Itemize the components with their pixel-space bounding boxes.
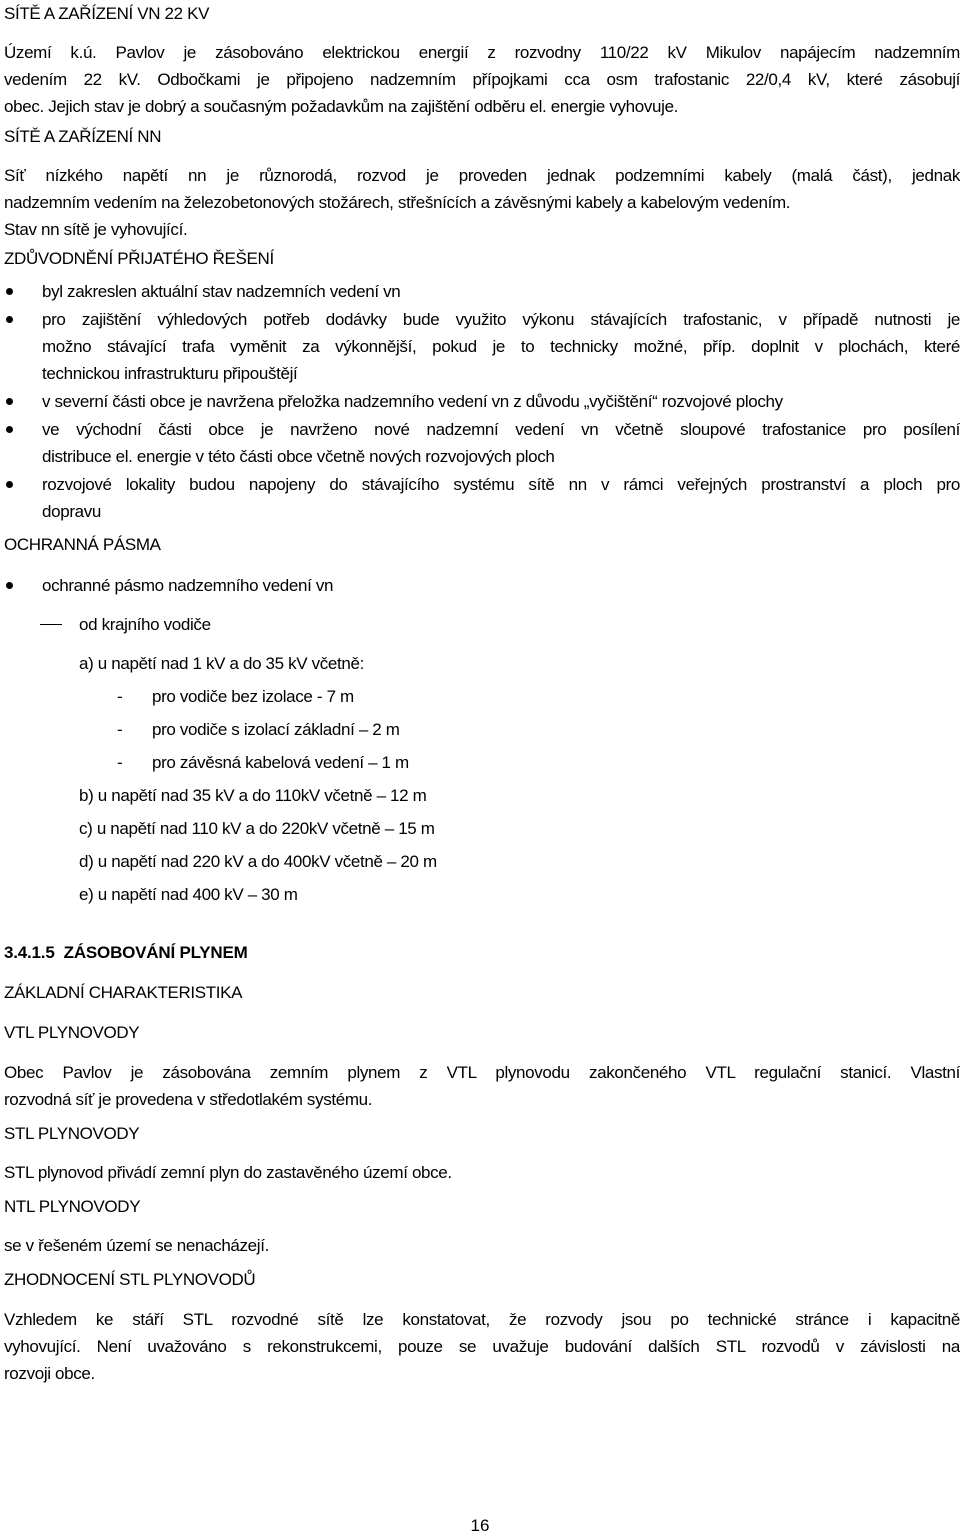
dash-marker [40,624,62,625]
list-item [4,388,960,415]
paragraph-vtl-line: rozvodná síť je provedena v středotlakém systému. [4,1090,373,1109]
paragraph-vtl-line: Obec Pavlov je zásobována zemním plynem z VTL plynovodu zakončeného VTL regulační stanicí. Vlastní [4,1063,960,1082]
list-item [4,278,960,305]
paragraph-zhodnoceni-line: Vzhledem ke stáří STL rozvodné sítě lze konstatovat, že rozvody jsou po technické stránce i kapacitně [4,1310,960,1329]
list-item [4,572,960,599]
paragraph-vn-line: vedením 22 kV. Odbočkami je připojeno nadzemním přípojkami cca osm trafostanic 22/0,4 kV, které zásobují [4,70,960,89]
hyphen-marker: - [117,687,123,706]
heading-stl: STL PLYNOVODY [4,1124,140,1143]
voltage-sub-item-label: pro vodiče bez izolace - 7 m [152,687,354,706]
list-item-line: ochranné pásmo nadzemního vedení vn [42,576,334,595]
voltage-item-a: a) u napětí nad 1 kV a do 35 kV včetně: [79,654,364,673]
voltage-sub-item-label: pro vodiče s izolací základní – 2 m [152,720,400,739]
paragraph-zhodnoceni [4,1306,960,1387]
paragraph-nn-line: Stav nn sítě je vyhovující. [4,220,188,239]
dash-item-label: od krajního vodiče [79,615,211,634]
document-page [4,0,960,1387]
paragraph-zhodnoceni-line: vyhovující. Není uvažováno s rekonstrukcemi, pouze se uvažuje budování dalších STL rozvodů v závislosti na [4,1337,960,1356]
paragraph-zhodnoceni-line: rozvoji obce. [4,1364,95,1383]
pasma-list [4,572,960,599]
page-number: 16 [470,1516,490,1535]
heading-ochranna-pasma: OCHRANNÁ PÁSMA [4,535,161,554]
list-item-line: ve východní části obce je navrženo nové nadzemní vedení vn včetně sloupové trafostanice pro posílení [42,420,960,439]
section-number: 3.4.1.5 [4,943,55,962]
heading-ntl: NTL PLYNOVODY [4,1197,141,1216]
paragraph-nn [4,162,960,243]
voltage-sub-item [4,683,960,710]
list-item-line: rozvojové lokality budou napojeny do stávajícího systému sítě nn v rámci veřejných prostranství a ploch pro [42,475,960,494]
hyphen-marker: - [117,753,123,772]
list-item [4,471,960,525]
heading-zhodnoceni: ZHODNOCENÍ STL PLYNOVODŮ [4,1270,256,1289]
voltage-item-e: e) u napětí nad 400 kV – 30 m [79,885,298,904]
heading-site-vn: SÍTĚ A ZAŘÍZENÍ VN 22 KV [4,4,210,23]
list-item-line: distribuce el. energie v této části obce včetně nových rozvojových ploch [42,447,555,466]
paragraph-ntl: se v řešeném území se nenacházejí. [4,1236,269,1255]
list-item-line: byl zakreslen aktuální stav nadzemních vedení vn [42,282,401,301]
hyphen-marker: - [117,720,123,739]
list-item-line: technickou infrastrukturu připouštějí [42,364,298,383]
voltage-item-b: b) u napětí nad 35 kV a do 110kV včetně – 12 m [79,786,427,805]
paragraph-vn-line: obec. Jejich stav je dobrý a současným požadavkům na zajištění odběru el. energie vyhovuje. [4,97,679,116]
list-item-line: možno stávající trafa vyměnit za výkonnější, pokud je to technicky možné, příp. doplnit v plochách, které [42,337,960,356]
voltage-item-c: c) u napětí nad 110 kV a do 220kV včetně – 15 m [79,819,435,838]
voltage-sub-item [4,716,960,743]
reseni-list [4,278,960,525]
paragraph-vn [4,39,960,120]
paragraph-stl: STL plynovod přivádí zemní plyn do zastavěného území obce. [4,1163,452,1182]
dash-item [4,611,960,638]
list-item-line: pro zajištění výhledových potřeb dodávky bude využito výkonu stávajících trafostanic, v případě nutnosti je [42,310,960,329]
list-item [4,306,960,387]
voltage-sub-item [4,749,960,776]
section-title-text: ZÁSOBOVÁNÍ PLYNEM [63,943,248,962]
voltage-item-d: d) u napětí nad 220 kV a do 400kV včetně – 20 m [79,852,437,871]
heading-zduvodneni: ZDŮVODNĚNÍ PŘIJATÉHO ŘEŠENÍ [4,249,274,268]
list-item-line: v severní části obce je navržena přeložka nadzemního vedení vn z důvodu „vyčištění“ rozvojové plochy [42,392,783,411]
list-item-line: dopravu [42,502,101,521]
paragraph-vn-line: Území k.ú. Pavlov je zásobováno elektrickou energií z rozvodny 110/22 kV Mikulov napájecím nadzemním [4,43,960,62]
heading-zakladni-charakteristika: ZÁKLADNÍ CHARAKTERISTIKA [4,983,243,1002]
voltage-sub-item-label: pro závěsná kabelová vedení – 1 m [152,753,409,772]
paragraph-vtl [4,1059,960,1113]
section-title [4,939,960,966]
heading-site-nn: SÍTĚ A ZAŘÍZENÍ NN [4,127,162,146]
paragraph-nn-line: Síť nízkého napětí nn je různorodá, rozvod je proveden jednak podzemními kabely (malá část), jednak [4,166,960,185]
heading-vtl: VTL PLYNOVODY [4,1023,140,1042]
list-item [4,416,960,470]
paragraph-nn-line: nadzemním vedením na železobetonových stožárech, střešnících a závěsnými kabely a kabelovým vedením. [4,193,791,212]
